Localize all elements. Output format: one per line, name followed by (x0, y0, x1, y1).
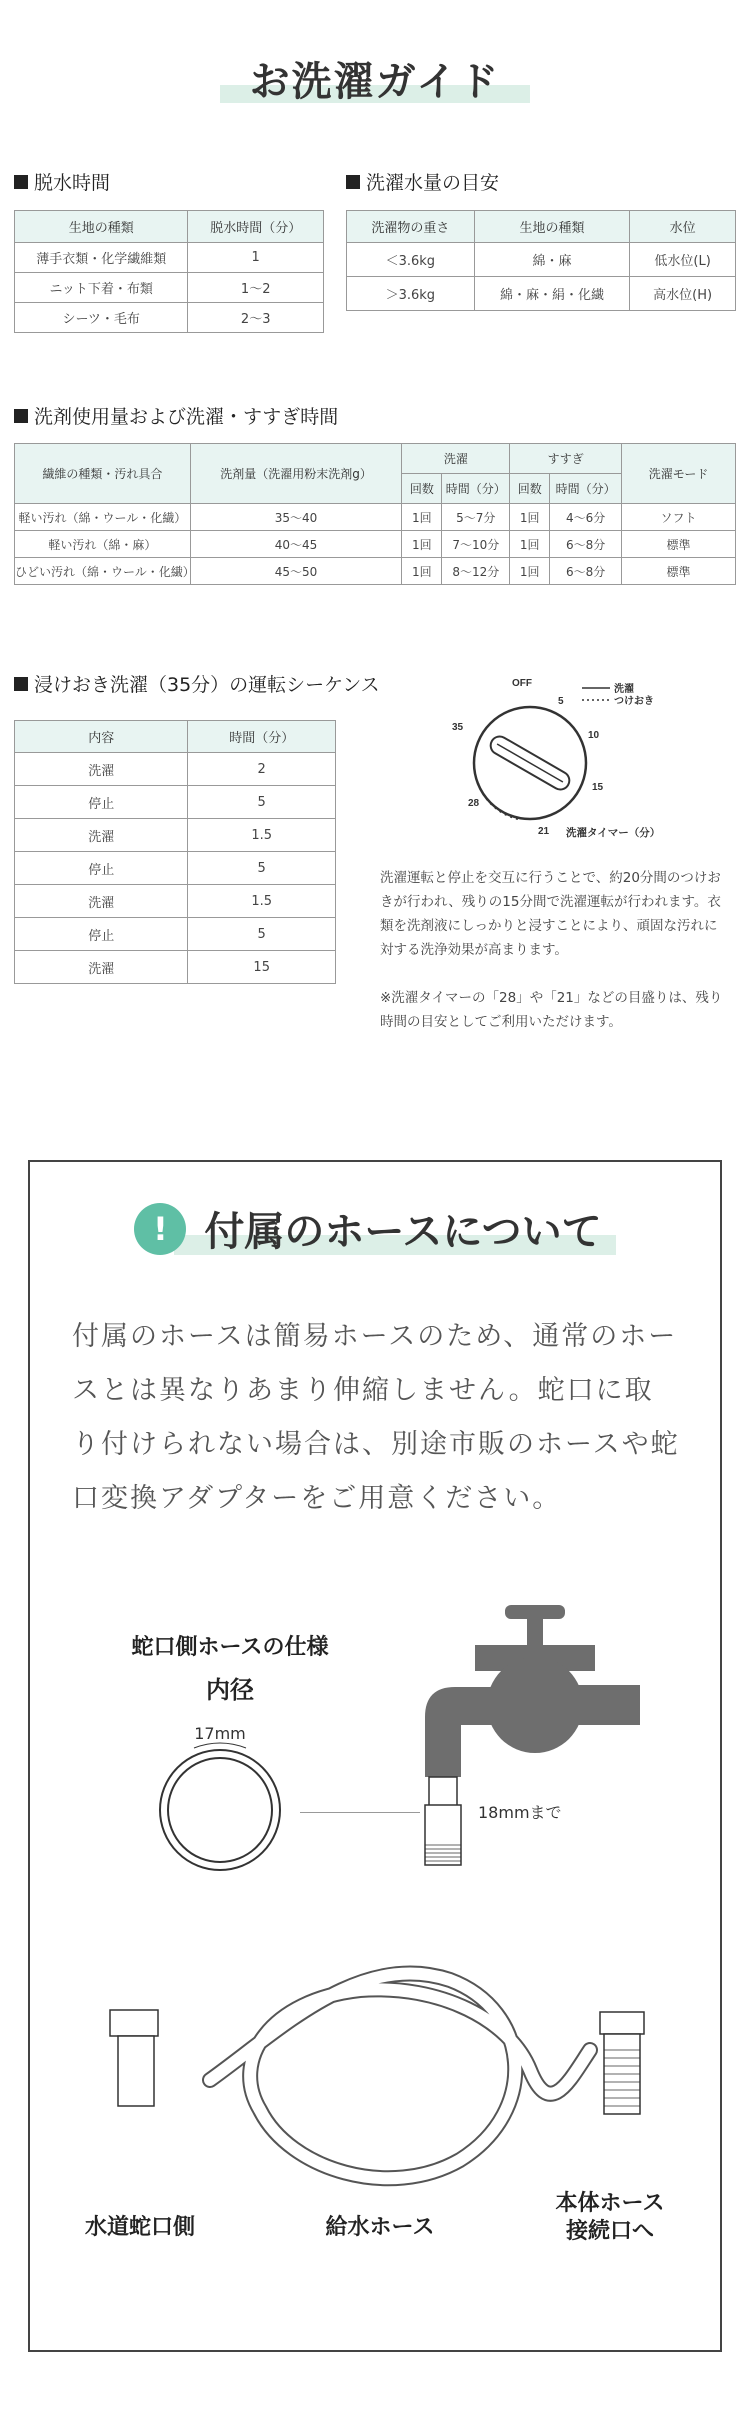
detergent-cell: 6〜8分 (550, 531, 622, 558)
soak-header-0: 内容 (15, 721, 188, 753)
soak-cell: 洗濯 (15, 819, 188, 852)
soak-cell: 5 (188, 852, 336, 885)
soak-cell: 洗濯 (15, 885, 188, 918)
dial-knob (487, 733, 572, 793)
spin-header-0: 生地の種類 (15, 211, 188, 243)
detergent-cell: 40〜45 (190, 531, 402, 558)
legend-soak-label: つけおき (614, 696, 654, 707)
hose-title-wrap (0, 1200, 750, 1257)
dial-tick-10: 10 (588, 730, 600, 741)
dial-tick-35: 35 (452, 722, 464, 733)
table-row (15, 303, 324, 333)
detergent-cell: ソフト (622, 504, 736, 531)
soak-cell: 2 (188, 753, 336, 786)
table-row (15, 753, 336, 786)
inner-size-label: 17mm (194, 1724, 246, 1743)
detergent-cell: 標準 (622, 558, 736, 585)
detergent-cell: 7〜10分 (442, 531, 510, 558)
detergent-cell: 35〜40 (190, 504, 402, 531)
detergent-cell: 5〜7分 (442, 504, 510, 531)
soak-cell: 停止 (15, 918, 188, 951)
detergent-header-rinse: すすぎ (510, 444, 622, 474)
legend-wash-label: 洗濯 (614, 684, 634, 695)
detergent-cell: ひどい汚れ（綿・ウール・化繊） (15, 558, 191, 585)
page-title-wrap (0, 50, 750, 107)
spin-cell: 薄手衣類・化学繊維類 (15, 243, 188, 273)
table-row (15, 852, 336, 885)
faucet-size-label: 18mmまで (478, 1803, 562, 1822)
page-title: お洗濯ガイド (249, 59, 501, 105)
spin-heading: 脱水時間 (14, 168, 110, 195)
inner-diameter-label: 内径 (206, 1676, 254, 1704)
spin-cell: 1〜2 (188, 273, 324, 303)
table-row (347, 243, 736, 277)
soak-cell: 5 (188, 786, 336, 819)
detergent-table (14, 443, 736, 585)
detergent-cell: 6〜8分 (550, 558, 622, 585)
table-row (15, 786, 336, 819)
detergent-header-mode: 洗濯モード (622, 444, 736, 504)
faucet-illustration (415, 1595, 645, 1905)
spin-cell: 1 (188, 243, 324, 273)
detergent-cell: 45〜50 (190, 558, 402, 585)
water-table (346, 210, 736, 311)
detergent-header-wash-count: 回数 (402, 474, 442, 504)
detergent-cell: 1回 (510, 558, 550, 585)
detergent-cell: 1回 (402, 504, 442, 531)
detergent-cell: 1回 (402, 531, 442, 558)
table-row (15, 918, 336, 951)
detergent-cell: 1回 (402, 558, 442, 585)
spin-cell: 2〜3 (188, 303, 324, 333)
water-cell: 綿・麻 (474, 243, 630, 277)
soak-cell: 5 (188, 918, 336, 951)
connector-line (300, 1812, 420, 1813)
detergent-heading: 洗剤使用量および洗濯・すすぎ時間 (14, 402, 338, 429)
timer-dial (430, 668, 670, 848)
soak-cell: 洗濯 (15, 753, 188, 786)
dial-tick-28: 28 (468, 798, 480, 809)
detergent-cell: 1回 (510, 504, 550, 531)
detergent-header-amount: 洗剤量（洗濯用粉末洗剤g） (190, 444, 402, 504)
spin-cell: シーツ・毛布 (15, 303, 188, 333)
hose-title: 付属のホースについて (204, 1209, 602, 1255)
water-header-2: 水位 (630, 211, 736, 243)
soak-header-1: 時間（分） (188, 721, 336, 753)
soak-heading: 浸けおき洗濯（35分）の運転シーケンス (14, 670, 380, 697)
dial-tick-5: 5 (558, 696, 564, 707)
table-row (15, 273, 324, 303)
detergent-cell: 標準 (622, 531, 736, 558)
spec-title: 蛇口側ホースの仕様 (131, 1635, 329, 1660)
spin-header-1: 脱水時間（分） (188, 211, 324, 243)
table-row (15, 531, 736, 558)
faucet-side-label: 水道蛇口側 (84, 2215, 195, 2240)
detergent-cell: 軽い汚れ（綿・ウール・化繊） (15, 504, 191, 531)
table-row (15, 885, 336, 918)
water-heading: 洗濯水量の目安 (346, 168, 499, 195)
water-cell: ＜3.6kg (347, 243, 475, 277)
detergent-header-rinse-count: 回数 (510, 474, 550, 504)
table-row (15, 558, 736, 585)
soak-cell: 停止 (15, 852, 188, 885)
supply-hose-label: 給水ホース (325, 2215, 435, 2240)
water-cell: 綿・麻・絹・化繊 (474, 277, 630, 311)
table-row (347, 277, 736, 311)
detergent-header-wash-time: 時間（分） (442, 474, 510, 504)
water-cell: 低水位(L) (630, 243, 736, 277)
detergent-cell: 8〜12分 (442, 558, 510, 585)
spin-cell: ニット下着・布類 (15, 273, 188, 303)
table-row (15, 243, 324, 273)
hose-ring-illustration (150, 1740, 290, 1880)
dial-soak-arc (478, 783, 518, 819)
soak-cell: 15 (188, 951, 336, 984)
water-cell: 高水位(H) (630, 277, 736, 311)
soak-table (14, 720, 336, 984)
dial-tick-15: 15 (592, 782, 604, 793)
spin-table (14, 210, 324, 333)
table-row (15, 951, 336, 984)
detergent-header-rinse-time: 時間（分） (550, 474, 622, 504)
detergent-cell: 4〜6分 (550, 504, 622, 531)
soak-note-1: 洗濯運転と停止を交互に行うことで、約20分間のつけおきが行われ、残りの15分間で洗濯運転が行われます。衣類を洗剤液にしっかりと浸すことにより、頑固な汚れに対する洗浄効果が高まります。 (380, 870, 721, 958)
water-header-1: 生地の種類 (474, 211, 630, 243)
table-row (15, 504, 736, 531)
table-row (15, 819, 336, 852)
soak-cell: 1.5 (188, 885, 336, 918)
exclamation-icon: ! (134, 1203, 186, 1255)
body-connection-label: 本体ホース接続口へ (555, 2191, 665, 2244)
water-header-0: 洗濯物の重さ (347, 211, 475, 243)
soak-cell: 停止 (15, 786, 188, 819)
hose-body-text: 付属のホースは簡易ホースのため、通常のホースとは異なりあまり伸縮しません。蛇口に取り付けられない場合は、別途市販のホースや蛇口変換アダプターをご用意ください。 (72, 1321, 680, 1514)
hose-loop-illustration (60, 1960, 700, 2190)
water-cell: ＞3.6kg (347, 277, 475, 311)
detergent-header-wash: 洗濯 (402, 444, 510, 474)
detergent-header-fiber: 繊維の種類・汚れ具合 (15, 444, 191, 504)
detergent-cell: 1回 (510, 531, 550, 558)
dial-caption: 洗濯タイマー（分） (566, 827, 661, 839)
soak-cell: 1.5 (188, 819, 336, 852)
soak-note-2: ※洗濯タイマーの「28」や「21」などの目盛りは、残り時間の目安としてご利用いただけます。 (380, 990, 723, 1030)
dial-off-label: OFF (512, 678, 532, 689)
soak-cell: 洗濯 (15, 951, 188, 984)
dial-tick-21: 21 (538, 826, 550, 837)
detergent-cell: 軽い汚れ（綿・麻） (15, 531, 191, 558)
